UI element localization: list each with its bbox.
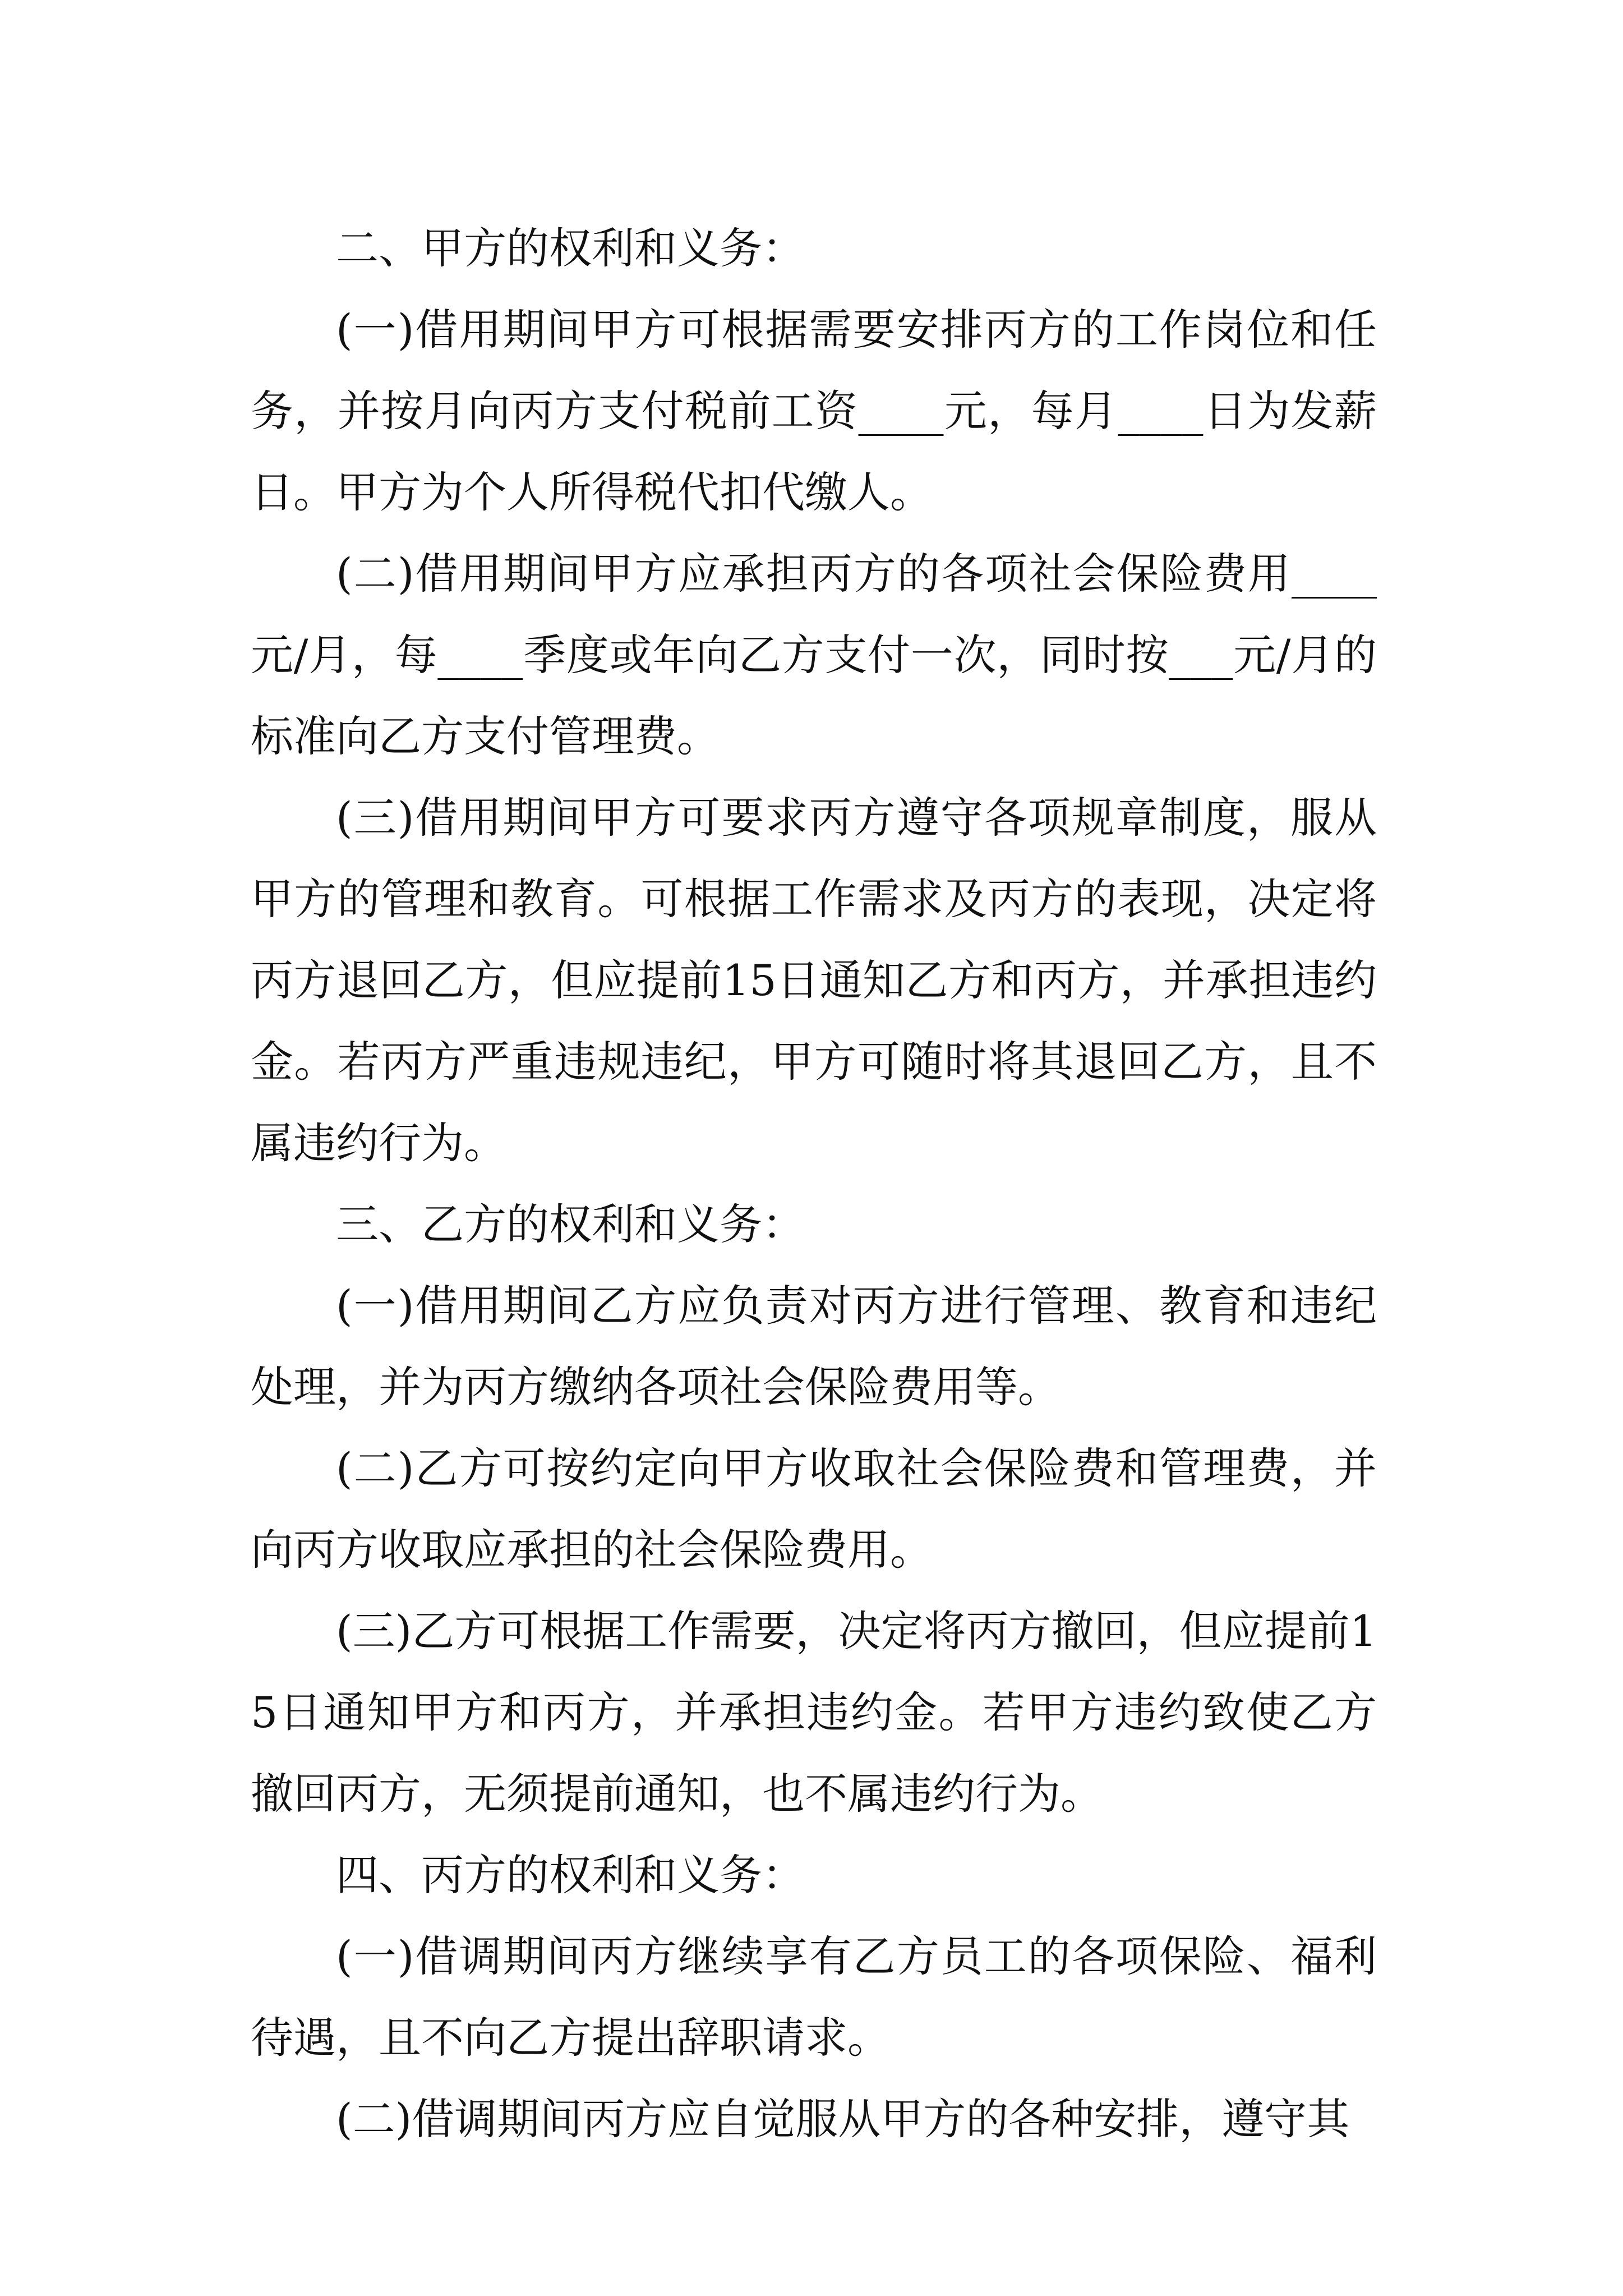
clause-party-a-2: (二)借用期间甲方应承担丙方的各项社会保险费用____元/月，每____季度或年向乙方支付一次，同时按___元/月的标准向乙方支付管理费。 [251,549,1377,761]
clause-party-a-3: (三)借用期间甲方可要求丙方遵守各项规章制度，服从甲方的管理和教育。可根据工作需求及丙方的表现，决定将丙方退回乙方，但应提前15日通知乙方和丙方，并承担违约金。若丙方严重违规违纪，甲方可随时将其退回乙方，且不属违约行为。 [251,793,1377,1168]
clause-party-a-1: (一)借用期间甲方可根据需要安排丙方的工作岗位和任务，并按月向丙方支付税前工资____元，每月____日为发薪日。甲方为个人所得税代扣代缴人。 [251,305,1377,517]
clause-party-b-3: (三)乙方可根据工作需要，决定将丙方撤回，但应提前15日通知甲方和丙方，并承担违约金。若甲方违约致使乙方撤回丙方，无须提前通知，也不属违约行为。 [251,1606,1377,1819]
section-heading-party-c: 四、丙方的权利和义务： [336,1850,805,1900]
clause-party-b-1: (一)借用期间乙方应负责对丙方进行管理、教育和违纪处理，并为丙方缴纳各项社会保险费用等。 [251,1281,1377,1412]
clause-party-b-2: (二)乙方可按约定向甲方收取社会保险费和管理费，并向丙方收取应承担的社会保险费用。 [251,1443,1377,1575]
document-body [251,208,1377,2160]
section-heading-party-b: 三、乙方的权利和义务： [336,1199,805,1249]
clause-party-c-2: (二)借调期间丙方应自觉服从甲方的各种安排，遵守其 [336,2094,1350,2144]
clause-party-c-1: (一)借调期间丙方继续享有乙方员工的各项保险、福利待遇，且不向乙方提出辞职请求。 [251,1931,1377,2063]
section-heading-party-a: 二、甲方的权利和义务： [336,223,805,273]
